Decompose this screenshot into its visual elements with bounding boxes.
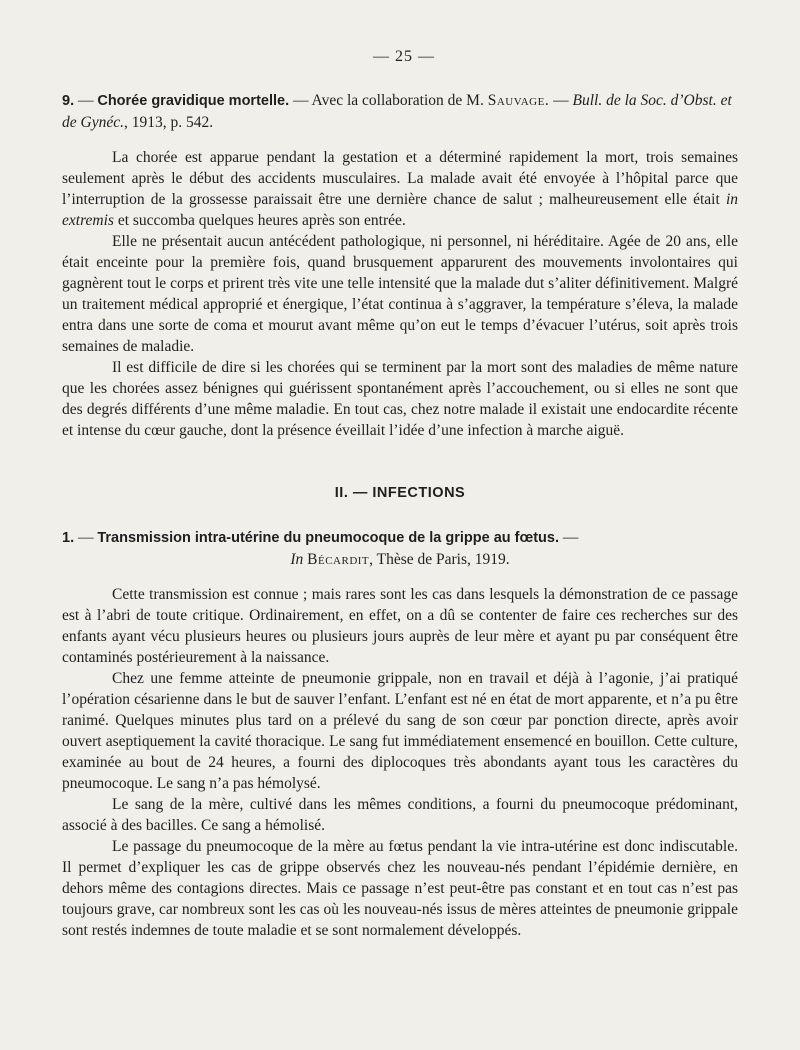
- paragraph: Le sang de la mère, cultivé dans les mêmes conditions, a fourni du pneumocoque prédominant, associé à des bacilles. Ce sang a hémolisé.: [62, 796, 738, 834]
- reference-line: [62, 549, 738, 570]
- collaboration-text: — Avec la collaboration de M.: [293, 92, 484, 109]
- paragraph: Il est difficile de dire si les chorées qui se terminent par la mort sont des maladies de même nature que les chorées assez bénignes qui guérissent spontanément après l’accouchement, ou si elles ne sont que des degrés différents d’une même maladie. En tout cas, chez notre malade il existait une endocardite récente et intense du cœur gauche, dont la présence éveillait l’idée d’une infection à marche aiguë.: [62, 359, 738, 439]
- reference-dash: —: [553, 92, 569, 109]
- paragraph: Le passage du pneumocoque de la mère au fœtus pendant la vie intra-utérine est donc indiscutable. Il permet d’expliquer les cas de grippe observés chez les nouveau-nés pendant l’épidémie dernière, en dehors même des contagions directes. Mais ce passage n’est peut-être pas constant et en tout cas n’est pas toujours grave, car nombreux sont les cas où les nouveau-nés issus de mères atteintes de pneumonie grippale sont restés indemnes de toute maladie et se sont normalement développés.: [62, 838, 738, 939]
- entry-dash: —: [77, 92, 94, 109]
- reference-journal: Bull. de la Soc. d’Obst. et de Gynéc.: [62, 92, 732, 131]
- paragraph: Cette transmission est connue ; mais rares sont les cas dans lesquels la démonstration de ce passage est à l’abri de toute critique. Ordinairement, en effet, on a dû se contenter de faire ces recherches sur des enfants ayant vécu plusieurs heures ou plusieurs jours auprès de leur mère et ayant pu par conséquent être contaminés postérieurement à la naissance.: [62, 586, 738, 666]
- italic-phrase: in extremis: [62, 191, 738, 229]
- entry-title: Chorée gravidique mortelle.: [97, 93, 290, 109]
- section-title: II. — INFECTIONS: [334, 485, 466, 501]
- entry-number: 9.: [62, 93, 75, 109]
- entry-9-heading: [62, 90, 738, 133]
- entry-tail-dash: —: [562, 529, 579, 546]
- entry-1-heading: [62, 527, 738, 570]
- paragraph: Chez une femme atteinte de pneumonie grippale, non en travail et déjà à l’agonie, j’ai pratiqué l’opération césarienne dans le but de sauver l’enfant. L’enfant est né en état de mort apparente, et n’a pu être ranimé. Quelques minutes plus tard on a prélevé du sang de son cœur par ponction directe, après avoir ouvert aseptiquement la cavité thoracique. Le sang fut immédiatement ensemencé en bouillon. Cette culture, examinée au bout de 24 heures, a fourni des diplocoques très abondants ayant tous les caractères du pneumocoque. Le sang n’a pas hémolysé.: [62, 670, 738, 792]
- paragraph: Elle ne présentait aucun antécédent pathologique, ni personnel, ni héréditaire. Agée de 20 ans, elle était enceinte pour la première fois, quand brusquement apparurent des mouvements involontaires qui gagnèrent tout le corps et prirent très vite une telle intensité que la malade dut s’aliter définitivement. Malgré un traitement médical approprié et énergique, l’état continua à s’aggraver, la température s’éleva, la malade entra dans une sorte de coma et mourut avant même qu’on eut le temps d’évacuer l’utérus, soit après trois semaines de maladie.: [62, 233, 738, 355]
- entry-number: 1.: [62, 530, 75, 546]
- page-number: — 25 —: [373, 48, 435, 65]
- reference-detail: , Thèse de Paris, 1919.: [369, 551, 510, 568]
- entry-dash: —: [77, 529, 94, 546]
- reference-detail: , 1913, p. 542.: [123, 114, 214, 131]
- entry-title: Transmission intra-utérine du pneumocoque de la grippe au fœtus.: [97, 530, 559, 546]
- collaborator-name: Sauvage.: [487, 92, 550, 109]
- paragraph: La chorée est apparue pendant la gestation et a déterminé rapidement la mort, trois semaines seulement après le début des accidents musculaires. La malade avait été envoyée à l’hôpital parce que l’interruption de la grossesse paraissait être une dernière chance de salut ; malheureusement elle était in extremis et succomba quelques heures après son entrée.: [62, 149, 738, 229]
- reference-in: In: [290, 551, 304, 568]
- document-page: [62, 48, 738, 941]
- reference-author: Bécardit: [307, 551, 370, 568]
